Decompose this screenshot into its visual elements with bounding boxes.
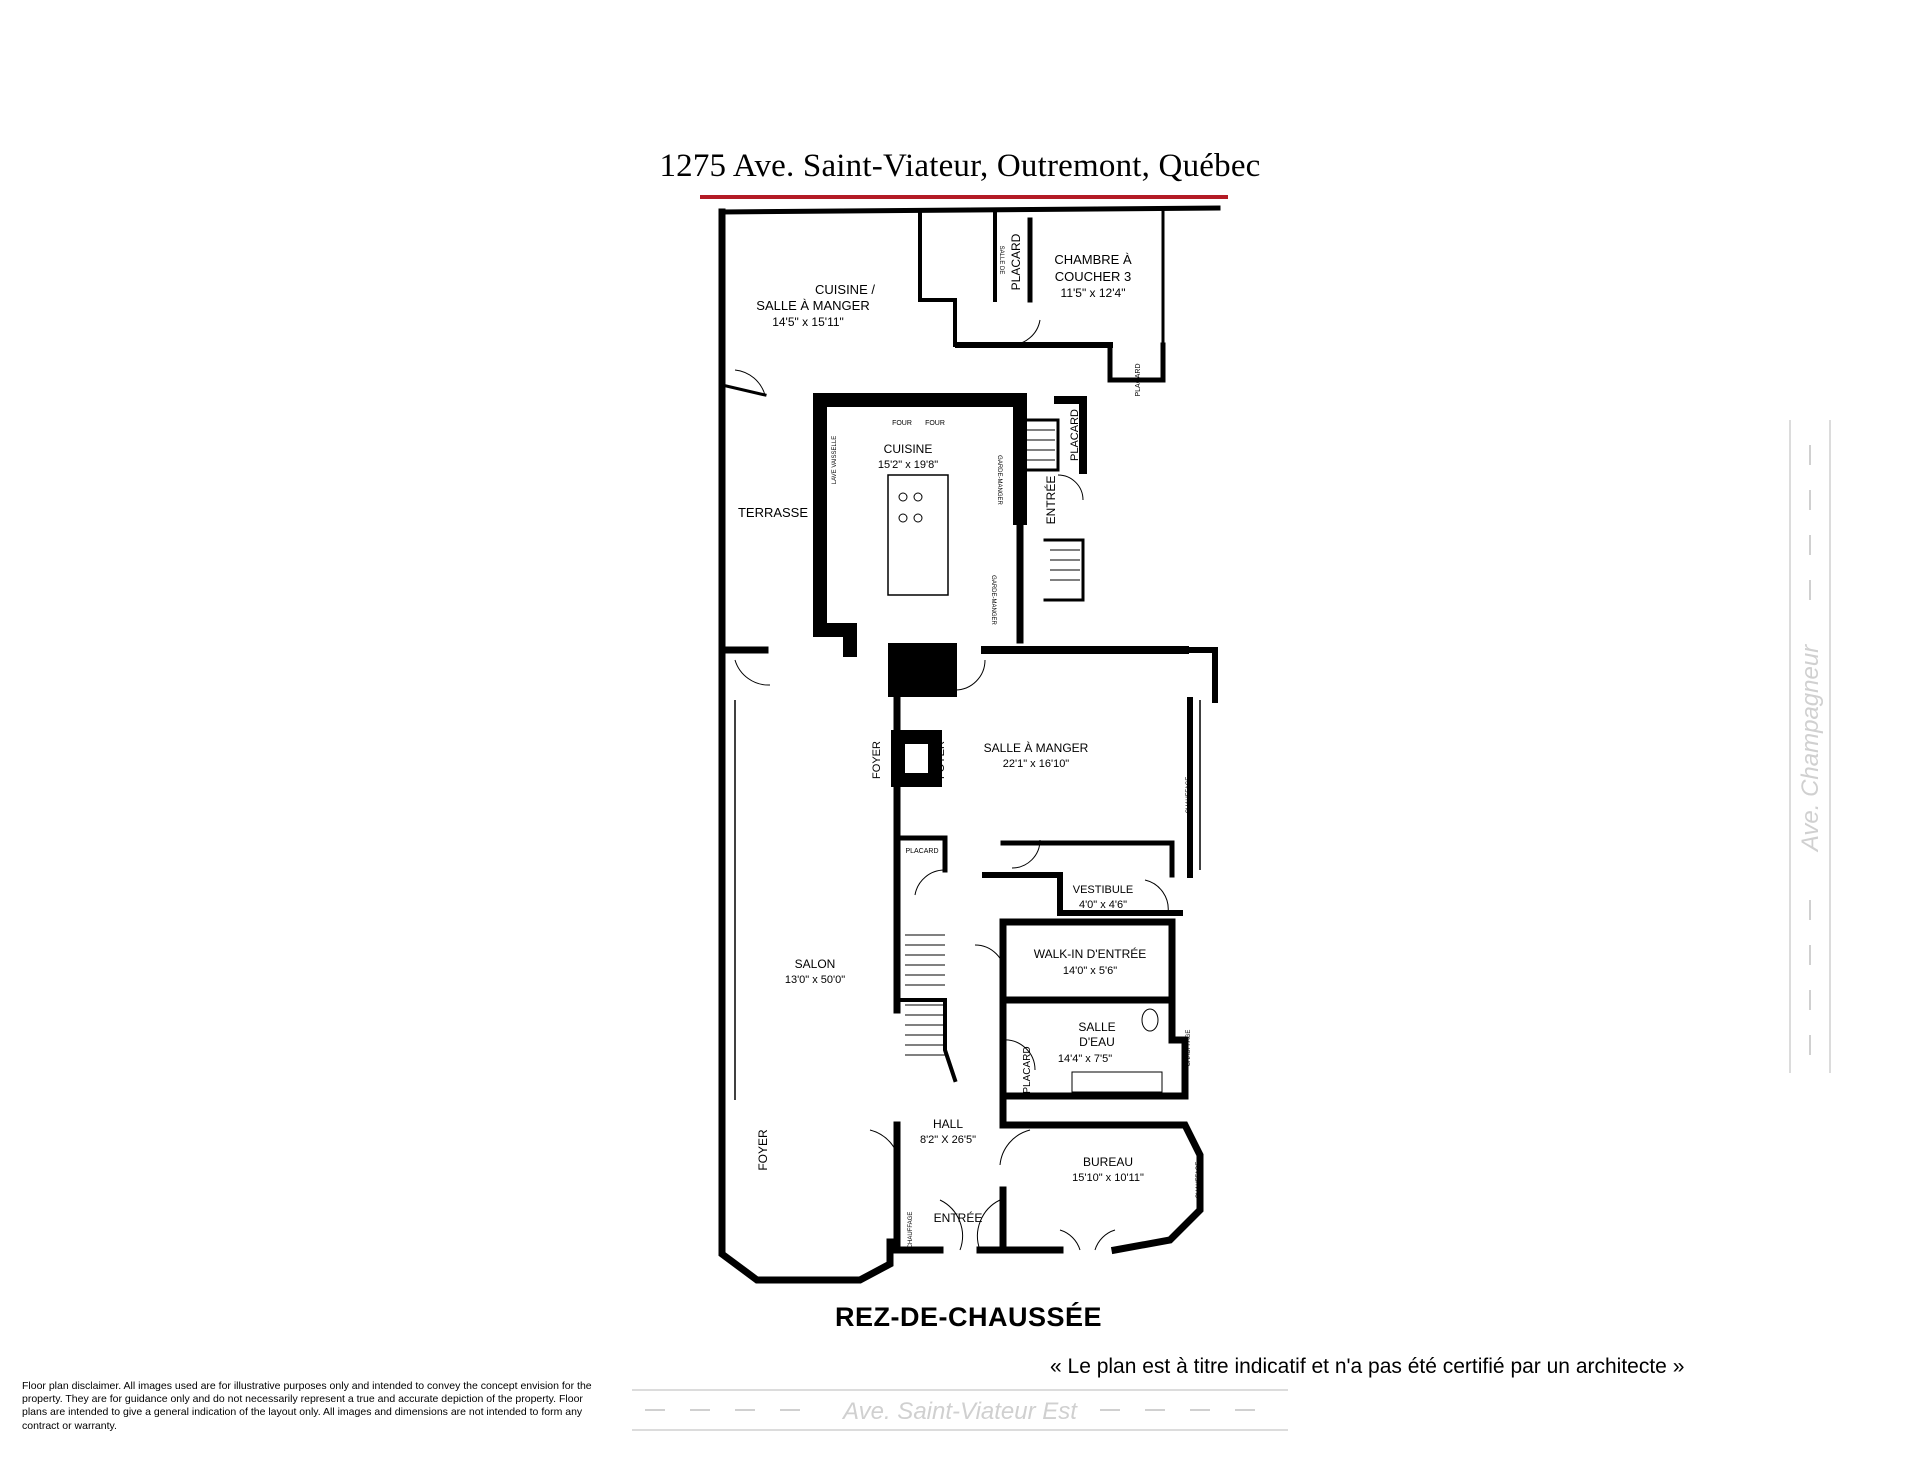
label-cuisine-sam-2: SALLE À MANGER bbox=[756, 298, 870, 313]
label-bureau: BUREAU bbox=[1082, 1155, 1134, 1169]
label-chambre-1: CHAMBRE À bbox=[1054, 252, 1132, 267]
label-hall: HALL bbox=[932, 1117, 964, 1131]
label-foyer-3: FOYER bbox=[756, 1129, 770, 1171]
label-cuisine-sam-dims: 14'5" x 15'11" bbox=[772, 315, 844, 329]
street-label-right: Ave. Champagneur bbox=[1797, 644, 1824, 852]
terrasse-divider bbox=[722, 385, 765, 395]
label-placard-small: PLACARD bbox=[1135, 363, 1142, 397]
foyer-block bbox=[898, 737, 935, 780]
disclaimer-en: Floor plan disclaimer. All images used are for illustrative purposes only and intended to convey the concept envision for the property. They are for guidance only and do not necessarily represent a true and accurate depiction of the property. Floor plans are intended to give a general indication of the layout only. All images and dimensions are not intended to form any contract or warranty. bbox=[22, 1380, 592, 1432]
cooktop-burners bbox=[899, 493, 922, 522]
label-chambre-dims: 11'5" x 12'4" bbox=[1060, 286, 1126, 300]
label-garde-manger-1: GARDE-MANGER bbox=[996, 455, 1002, 505]
label-chauffage-3: CHAUFFAGE bbox=[1196, 1161, 1202, 1199]
cuisine-bottom-wall bbox=[820, 630, 850, 650]
label-vestibule-dims: 4'0" x 4'6" bbox=[1078, 899, 1128, 911]
label-salon-dims: 13'0" x 50'0" bbox=[784, 974, 846, 986]
label-cuisine-dims: 15'2" x 19'8" bbox=[877, 459, 939, 471]
label-hall-dims: 8'2" X 26'5" bbox=[919, 1134, 977, 1146]
label-salle-eau-2: D'EAU bbox=[1079, 1035, 1115, 1049]
top-kitchen-wall bbox=[920, 210, 955, 345]
hall-stair-outline bbox=[897, 1000, 955, 1080]
label-cuisine: CUISINE bbox=[883, 442, 933, 456]
label-chauffage-1: CHAUFFAGE bbox=[1186, 776, 1192, 814]
label-garde-manger-2: GARDE-MANGER bbox=[990, 575, 996, 625]
label-entree-main: ENTRÉE bbox=[933, 1211, 983, 1225]
label-placard-entree: PLACARD bbox=[1069, 409, 1081, 461]
label-bureau-dims: 15'10" x 10'11" bbox=[1072, 1172, 1144, 1184]
label-lave-vaisselle: LAVE VAISSELLE bbox=[832, 435, 838, 485]
page-title: 1275 Ave. Saint-Viateur, Outremont, Québec bbox=[659, 148, 1261, 184]
exterior-wall-top bbox=[722, 208, 1218, 212]
label-foyer-2: FOYER bbox=[935, 741, 947, 779]
exterior-wall-left bbox=[722, 212, 890, 1280]
salle-eau-vanity bbox=[1072, 1072, 1162, 1092]
label-salle-manger-dims: 22'1" x 16'10" bbox=[1002, 758, 1070, 770]
label-salle-manger: SALLE À MANGER bbox=[983, 741, 1089, 755]
label-placard-eau: PLACARD bbox=[1022, 1046, 1033, 1094]
door-swings bbox=[735, 320, 1168, 1250]
street-label-bottom: Ave. Saint-Viateur Est bbox=[843, 1398, 1077, 1425]
label-terrasse: TERRASSE bbox=[737, 505, 809, 520]
label-walkin-dims: 14'0" x 5'6" bbox=[1062, 965, 1118, 977]
salle-manger-bottom-wall bbox=[1003, 843, 1172, 875]
window-group bbox=[722, 700, 1200, 1278]
label-four-2: FOUR bbox=[925, 420, 945, 427]
salle-manger-right-wall bbox=[1185, 650, 1215, 700]
walkin-box bbox=[1003, 922, 1172, 1000]
wall-group bbox=[722, 208, 1218, 1280]
label-placard-salon: PLACARD bbox=[905, 848, 939, 855]
entree-walls bbox=[980, 1190, 1003, 1250]
label-salle-eau-1: SALLE bbox=[1078, 1020, 1116, 1034]
label-salle-bains: SALLE DE bbox=[998, 245, 1004, 275]
label-salle-eau-dims: 14'4" x 7'5" bbox=[1057, 1053, 1113, 1065]
label-chauffage-4: CHAUFFAGE bbox=[908, 1211, 914, 1249]
chimney-block bbox=[895, 650, 950, 690]
floor-label: REZ-DE-CHAUSSÉE bbox=[835, 1302, 1103, 1332]
label-placard-top: PLACARD bbox=[1009, 233, 1023, 291]
notice-fr: « Le plan est à titre indicatif et n'a pas été certifié par un architecte » bbox=[1050, 1355, 1685, 1378]
label-chambre-2: COUCHER 3 bbox=[1054, 269, 1132, 284]
label-cuisine-sam-1: CUISINE / bbox=[815, 282, 875, 297]
label-walkin: WALK-IN D'ENTRÉE bbox=[1033, 947, 1147, 961]
label-vestibule: VESTIBULE bbox=[1072, 884, 1134, 896]
label-foyer-1: FOYER bbox=[871, 741, 883, 779]
label-entree-side: ENTRÉE bbox=[1044, 475, 1058, 525]
label-four-1: FOUR bbox=[892, 420, 912, 427]
toilet-icon bbox=[1142, 1009, 1158, 1031]
label-salon: SALON bbox=[794, 957, 836, 971]
label-chauffage-2: CHAUFFAGE bbox=[1186, 1029, 1192, 1067]
